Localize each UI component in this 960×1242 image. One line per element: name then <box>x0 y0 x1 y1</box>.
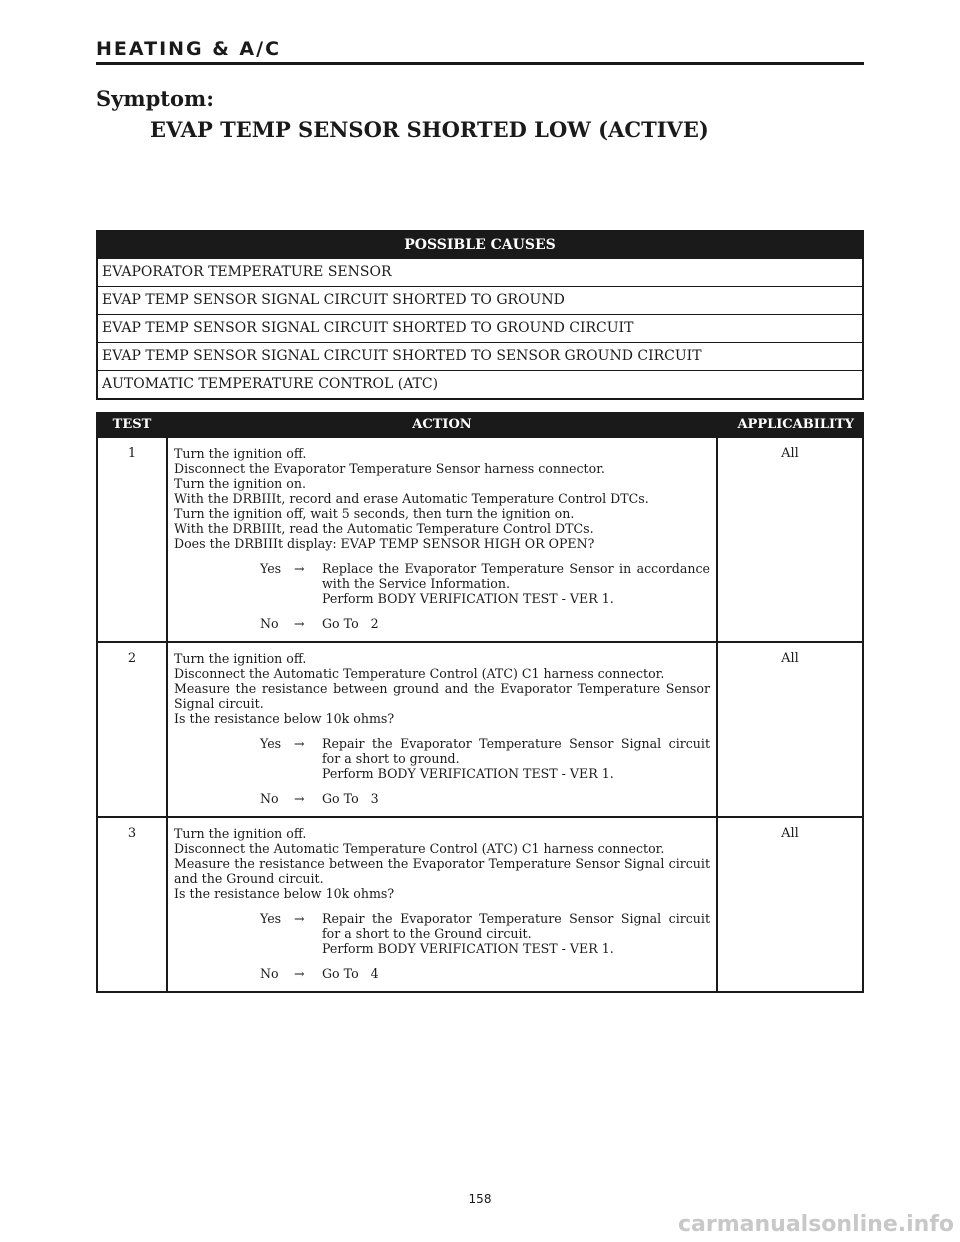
outcome-yes <box>174 911 710 956</box>
cause-item: EVAP TEMP SENSOR SIGNAL CIRCUIT SHORTED TO SENSOR GROUND CIRCUIT <box>98 342 862 370</box>
test-row-1 <box>98 436 862 641</box>
test-number: 1 <box>127 446 137 461</box>
test-row-3 <box>98 816 862 991</box>
watermark: carmanualsonline.info <box>678 1212 954 1237</box>
outcome-no-label: No <box>260 966 279 981</box>
action-step: Is the resistance below 10k ohms? <box>174 886 395 901</box>
arrow-right-icon: → <box>294 736 305 751</box>
test-action <box>166 818 718 991</box>
outcome-yes-line: Perform BODY VERIFICATION TEST - VER 1. <box>322 941 614 956</box>
page-number: 158 <box>468 1192 492 1206</box>
outcome-yes-label: Yes <box>260 736 282 751</box>
action-step: With the DRBIIIt, record and erase Automatic Temperature Control DTCs. <box>174 491 649 506</box>
action-step: Measure the resistance between the Evaporator Temperature Sensor Signal circuit and the Ground circuit. <box>174 856 710 886</box>
test-table-header <box>98 414 862 436</box>
symptom-title: EVAP TEMP SENSOR SHORTED LOW (ACTIVE) <box>150 117 709 142</box>
outcome-yes-line: Perform BODY VERIFICATION TEST - VER 1. <box>322 766 614 781</box>
cause-item: AUTOMATIC TEMPERATURE CONTROL (ATC) <box>98 370 862 398</box>
action-step: Disconnect the Automatic Temperature Control (ATC) C1 harness connector. <box>174 841 665 856</box>
outcome-no <box>174 616 710 631</box>
outcome-yes-label: Yes <box>260 911 282 926</box>
test-number: 2 <box>127 651 137 666</box>
action-step: Turn the ignition off. <box>174 446 307 461</box>
outcome-yes <box>174 561 710 606</box>
outcome-no-label: No <box>260 616 279 631</box>
possible-causes-heading: POSSIBLE CAUSES <box>98 232 862 258</box>
arrow-right-icon: → <box>294 616 305 631</box>
symptom-label: Symptom: <box>96 86 214 111</box>
header-test: TEST <box>112 417 152 432</box>
outcome-yes-line: Repair the Evaporator Temperature Sensor Signal circuit for a short to the Ground circuit. <box>322 911 710 941</box>
arrow-right-icon: → <box>294 561 305 576</box>
action-step: With the DRBIIIt, read the Automatic Temperature Control DTCs. <box>174 521 594 536</box>
action-step: Does the DRBIIIt display: EVAP TEMP SENSOR HIGH OR OPEN? <box>174 536 595 551</box>
outcome-no-label: No <box>260 791 279 806</box>
action-step: Measure the resistance between ground and the Evaporator Temperature Sensor Signal circuit. <box>174 681 710 711</box>
header-action: ACTION <box>412 417 472 432</box>
arrow-right-icon: → <box>294 911 305 926</box>
cause-item: EVAP TEMP SENSOR SIGNAL CIRCUIT SHORTED TO GROUND <box>98 286 862 314</box>
test-number: 3 <box>127 826 137 841</box>
possible-causes-box <box>96 230 864 400</box>
test-applicability: All <box>781 826 799 841</box>
action-step: Is the resistance below 10k ohms? <box>174 711 395 726</box>
outcome-no <box>174 791 710 806</box>
section-header: HEATING & A/C <box>96 38 864 65</box>
arrow-right-icon: → <box>294 966 305 981</box>
outcome-yes-line: Perform BODY VERIFICATION TEST - VER 1. <box>322 591 614 606</box>
action-step: Turn the ignition off, wait 5 seconds, then turn the ignition on. <box>174 506 575 521</box>
action-step: Turn the ignition off. <box>174 826 307 841</box>
test-action <box>166 643 718 816</box>
test-action <box>166 438 718 641</box>
action-step: Disconnect the Automatic Temperature Control (ATC) C1 harness connector. <box>174 666 665 681</box>
cause-item: EVAPORATOR TEMPERATURE SENSOR <box>98 258 862 286</box>
header-applicability: APPLICABILITY <box>737 417 854 432</box>
outcome-yes-text <box>322 911 710 956</box>
outcome-yes <box>174 736 710 781</box>
arrow-right-icon: → <box>294 791 305 806</box>
outcome-no-text: Go To 2 <box>322 616 379 631</box>
action-step: Turn the ignition on. <box>174 476 306 491</box>
outcome-yes-line: Replace the Evaporator Temperature Sensor in accordance with the Service Information. <box>322 561 710 591</box>
test-applicability: All <box>781 446 799 461</box>
outcome-no-text: Go To 4 <box>322 966 379 981</box>
outcome-yes-text <box>322 561 710 606</box>
test-table <box>96 412 864 993</box>
test-row-2 <box>98 641 862 816</box>
cause-item: EVAP TEMP SENSOR SIGNAL CIRCUIT SHORTED TO GROUND CIRCUIT <box>98 314 862 342</box>
action-step: Disconnect the Evaporator Temperature Sensor harness connector. <box>174 461 605 476</box>
outcome-yes-line: Repair the Evaporator Temperature Sensor Signal circuit for a short to ground. <box>322 736 710 766</box>
outcome-no <box>174 966 710 981</box>
outcome-no-text: Go To 3 <box>322 791 379 806</box>
test-applicability: All <box>781 651 799 666</box>
outcome-yes-text <box>322 736 710 781</box>
outcome-yes-label: Yes <box>260 561 282 576</box>
action-step: Turn the ignition off. <box>174 651 307 666</box>
